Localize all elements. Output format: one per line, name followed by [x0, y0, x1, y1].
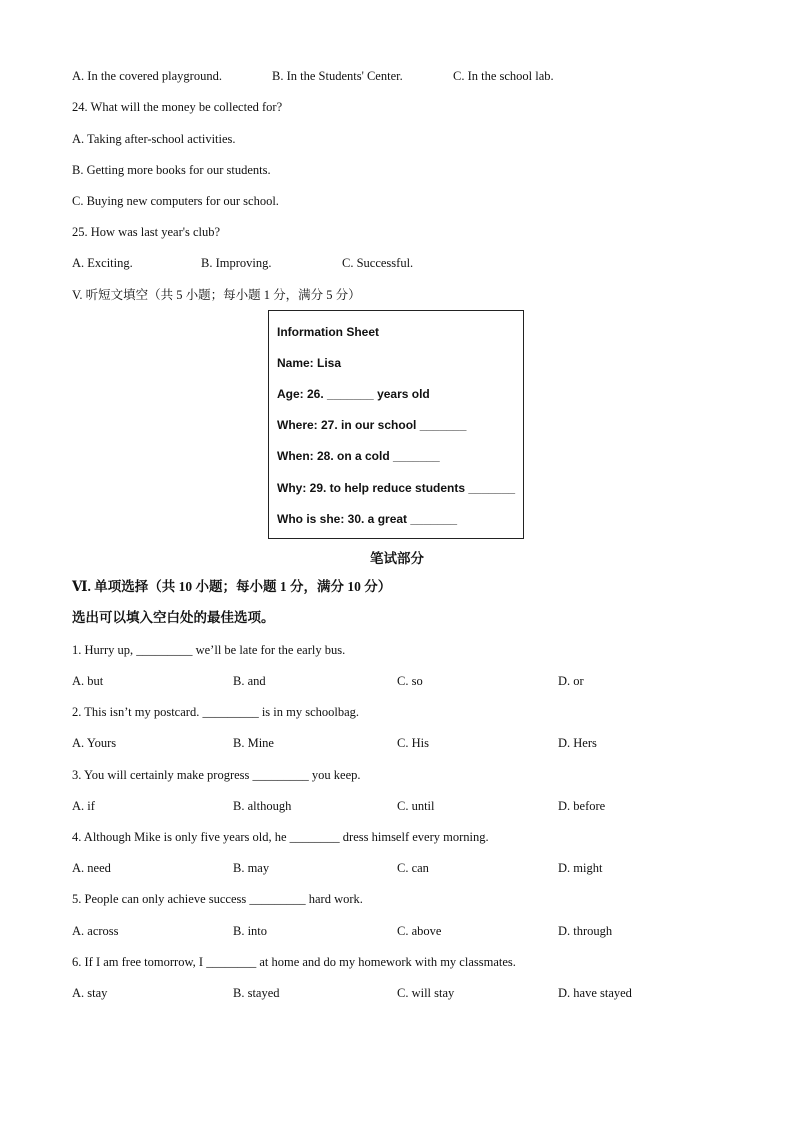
q1-option-c: C. so	[397, 674, 423, 688]
q3-option-c: C. until	[397, 799, 435, 813]
q4-option-d: D. might	[558, 861, 603, 875]
q2-option-d: D. Hers	[558, 736, 597, 750]
q24-option-a: A. Taking after-school activities.	[72, 132, 236, 146]
sheet-title: Information Sheet	[277, 325, 380, 339]
sheet-where: Where: 27. in our school _______	[277, 418, 467, 432]
sheet-who: Who is she: 30. a great _______	[277, 512, 458, 526]
sheet-name: Name: Lisa	[277, 356, 342, 370]
q1-option-b: B. and	[233, 674, 266, 688]
q6-option-c: C. will stay	[397, 986, 455, 1000]
q2-option-c: C. His	[397, 736, 429, 750]
sheet-why: Why: 29. to help reduce students _______	[277, 481, 516, 495]
q2-option-b: B. Mine	[233, 736, 274, 750]
q25-option-a: A. Exciting.	[72, 256, 133, 270]
q1-option-a: A. but	[72, 674, 104, 688]
q6-option-a: A. stay	[72, 986, 108, 1000]
written-part-heading: 笔试部分	[370, 551, 424, 566]
section5-title: V. 听短文填空（共 5 小题；每小题 1 分，满分 5 分）	[72, 288, 361, 302]
q23-option-c: C. In the school lab.	[453, 69, 554, 83]
q24-option-c: C. Buying new computers for our school.	[72, 194, 279, 208]
q4-option-a: A. need	[72, 861, 111, 875]
q5-option-c: C. above	[397, 924, 442, 938]
q5-option-a: A. across	[72, 924, 119, 938]
q25-question: 25. How was last year's club?	[72, 225, 221, 239]
q3-option-b: B. although	[233, 799, 292, 813]
question-3: 3. You will certainly make progress _________ you keep.	[72, 768, 361, 782]
q4-option-c: C. can	[397, 861, 429, 875]
q25-option-c: C. Successful.	[342, 256, 414, 270]
q4-option-b: B. may	[233, 861, 270, 875]
sheet-when: When: 28. on a cold _______	[277, 449, 440, 463]
q1-option-d: D. or	[558, 674, 584, 688]
q6-option-d: D. have stayed	[558, 986, 632, 1000]
q3-option-a: A. if	[72, 799, 95, 813]
question-1: 1. Hurry up, _________ we’ll be late for the early bus.	[72, 643, 346, 657]
q3-option-d: D. before	[558, 799, 606, 813]
question-5: 5. People can only achieve success _________ hard work.	[72, 892, 363, 906]
q25-option-b: B. Improving.	[201, 256, 272, 270]
question-6: 6. If I am free tomorrow, I ________ at home and do my homework with my classmates.	[72, 955, 516, 969]
information-sheet-box	[268, 310, 524, 539]
question-2: 2. This isn’t my postcard. _________ is in my schoolbag.	[72, 705, 360, 719]
q24-question: 24. What will the money be collected for?	[72, 100, 283, 114]
q2-option-a: A. Yours	[72, 736, 117, 750]
question-4: 4. Although Mike is only five years old, he ________ dress himself every morning.	[72, 830, 489, 844]
sheet-age: Age: 26. _______ years old	[277, 387, 430, 401]
q5-option-d: D. through	[558, 924, 613, 938]
q24-option-b: B. Getting more books for our students.	[72, 163, 271, 177]
q6-option-b: B. stayed	[233, 986, 280, 1000]
q23-option-b: B. In the Students' Center.	[272, 69, 403, 83]
q5-option-b: B. into	[233, 924, 268, 938]
section6-title: Ⅵ. 单项选择（共 10 小题；每小题 1 分，满分 10 分）	[72, 579, 392, 594]
section6-instruction: 选出可以填入空白处的最佳选项。	[72, 610, 275, 625]
q23-option-a: A. In the covered playground.	[72, 69, 222, 83]
